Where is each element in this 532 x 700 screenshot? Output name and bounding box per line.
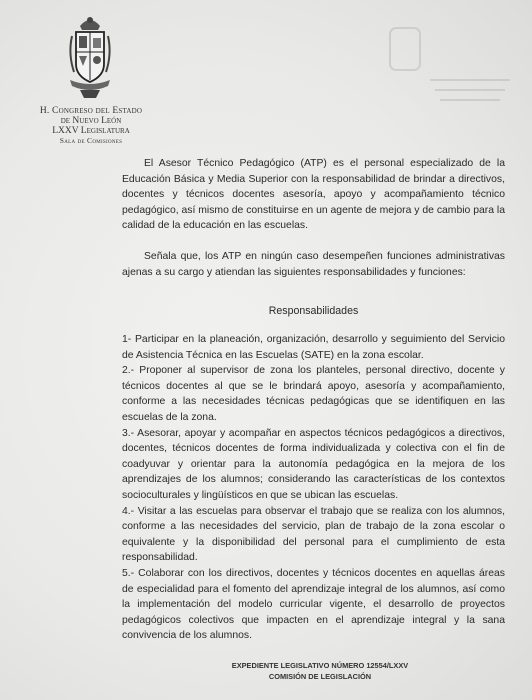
list-item: 1- Participar en la planeación, organización, desarrollo y seguimiento del Servicio de Asistencia Técnica en las Escuelas (SATE) en la zona escolar. bbox=[122, 334, 505, 361]
list-item: 3.- Asesorar, apoyar y acompañar en aspectos técnicos pedagógicos a directivos, docentes, técnicos docentes de forma individualizada y colectiva con el fin de coadyuvar y orientar para la autonomía pedagógica en la mejora de los aprendizajes de los alumnos; considerando las características de los contextos socioculturales y lingüísticos en que se ubican las escuelas. bbox=[122, 427, 505, 501]
bleed-through-header bbox=[380, 20, 520, 110]
paragraph-2: Señala que, los ATP en ningún caso desempeñen funciones administrativas ajenas a su cargo y atiendan las siguientes responsabilidades y funciones: bbox=[122, 251, 505, 278]
letterhead-line3: LXXV Legislatura bbox=[52, 126, 130, 136]
list-item: 5.- Colaborar con los directivos, docentes y técnicos docentes en aquellas áreas de especialidad para el fomento del aprendizaje integral de los alumnos, así como la implementación del modelo curricular vigente, el desarrollo de proyectos pedagógicos colectivos que impacten en el aprendizaje integral y la sana convivencia de los alumnos. bbox=[122, 567, 505, 642]
footer-line1: EXPEDIENTE LEGISLATIVO NÚMERO 12554/LXXV bbox=[231, 661, 409, 670]
list-item: 2.- Proponer al supervisor de zona los planteles, personal directivo, docente y técnicos docentes al que se le brindará apoyo, asesoría y acompañamiento, conforme a las necesidades técnicas pedagógicas que se identifiquen en las escuelas de la zona. bbox=[122, 365, 505, 423]
coat-of-arms-icon bbox=[66, 14, 114, 104]
footer-line2: COMISIÓN DE LEGISLACIÓN bbox=[268, 672, 372, 681]
letterhead-line1: H. Congreso del Estado bbox=[39, 106, 143, 116]
list-item: 4.- Visitar a las escuelas para observar el trabajo que se realiza con los alumnos, conforme a las necesidades del servicio, plan de trabajo de la zona escolar o equivalente y la disponibilidad del personal para el cumplimiento de esta responsabilidad. bbox=[122, 505, 505, 564]
letterhead-line4: Sala de Comisiones bbox=[59, 136, 123, 145]
letterhead-line2: de Nuevo León bbox=[60, 116, 122, 126]
letterhead bbox=[28, 106, 154, 146]
footer-reference bbox=[200, 660, 440, 682]
paragraph-1: El Asesor Técnico Pedagógico (ATP) es el personal especializado de la Educación Básica y Media Superior con la responsabilidad de brindar a directivos, docentes y técnicos docentes asesoría, apoyo y acompañamiento técnico pedagógico, así mismo de constituirse en un agente de mejora y de cambio para la calidad de la educación en las escuelas. bbox=[122, 158, 505, 232]
section-subtitle: Responsabilidades bbox=[268, 305, 359, 317]
responsibilities-list bbox=[122, 332, 505, 644]
